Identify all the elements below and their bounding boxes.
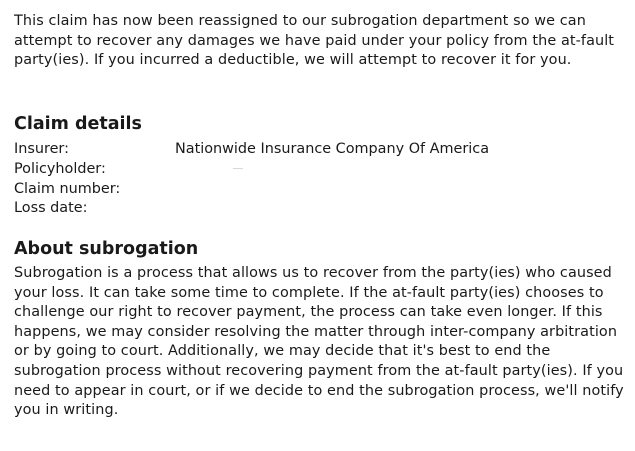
- policyholder-label: Policyholder:: [14, 160, 106, 177]
- detail-row-insurer: [14, 140, 626, 160]
- intro-paragraph: This claim has now been reassigned to our subrogation department so we can attempt to recover any damages we have paid under your policy from the at-fault party(ies). If you incurred a deductible, we will attempt to recover it for you.: [14, 13, 615, 69]
- claim-details-list: [14, 140, 626, 219]
- claim-number-label: Claim number:: [14, 180, 121, 197]
- about-subrogation-paragraph: Subrogation is a process that allows us to recover from the party(ies) who caused your loss. It can take some time to complete. If the at-fault party(ies) chooses to challenge our right to recover payment, the process can take even longer. If this happens, we may consider resolving the matter through inter-company arbitration or by going to court. Additionally, we may decide that it's best to end the subrogation process without recovering payment from the at-fault party(ies). If you need to appear in court, or if we decide to end the subrogation process, we'll notify you in writing.: [14, 265, 624, 419]
- insurer-label: Insurer:: [14, 141, 69, 157]
- loss-date-value: [175, 199, 626, 219]
- redaction-mark: [233, 168, 243, 169]
- detail-row-loss-date: [14, 199, 626, 219]
- claim-number-value: [175, 180, 626, 200]
- policyholder-value: [175, 160, 626, 180]
- loss-date-label: Loss date:: [14, 200, 88, 217]
- insurer-value: Nationwide Insurance Company Of America: [175, 141, 490, 157]
- detail-row-policyholder: [14, 160, 626, 180]
- detail-row-claim-number: [14, 180, 626, 200]
- claim-details-heading: Claim details: [14, 114, 142, 134]
- about-subrogation-heading: About subrogation: [14, 239, 199, 259]
